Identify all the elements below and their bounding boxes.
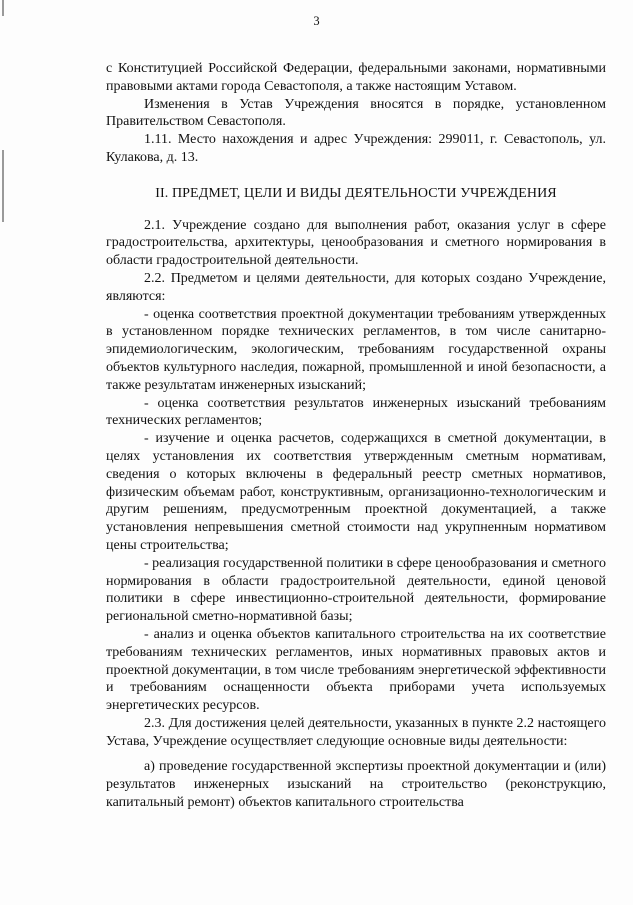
scan-edge-mark — [2, 150, 4, 222]
list-item: - реализация государственной политики в сфере ценообразования и сметного нормирования в области градостроительной деятельности, единой ценовой политики в сфере инвестиционно-строительной деятельности, формирование региональной сметно-нормативной базы; — [106, 555, 606, 625]
paragraph: 2.3. Для достижения целей деятельности, указанных в пункте 2.2 настоящего Устава, Учреждение осуществляет следующие основные виды деятельности: — [106, 715, 606, 749]
list-item: - анализ и оценка объектов капитального строительства на их соответствие требованиям технических регламентов, иных нормативных правовых актов и проектной документации, в том числе требованиям энергетической эффективности и требованиям оснащенности объекта приборами учета используемых энергетических ресурсов. — [106, 626, 606, 714]
document-body — [106, 60, 606, 812]
list-item: - изучение и оценка расчетов, содержащихся в сметной документации, в целях установления их соответствия утвержденным сметным нормативам, сведения о которых включены в федеральный реестр сметных нормативов, физическим объемам работ, конструктивным, организационно-технологическим и другим решениям, предусмотренным проектной документацией, а также установления непревышения сметной стоимости над укрупненным нормативом цены строительства; — [106, 431, 606, 553]
paragraph: с Конституцией Российской Федерации, федеральными законами, нормативными правовыми актами города Севастополя, а также настоящим Уставом. — [106, 61, 606, 94]
section-heading: II. ПРЕДМЕТ, ЦЕЛИ И ВИДЫ ДЕЯТЕЛЬНОСТИ УЧРЕЖДЕНИЯ — [155, 185, 557, 201]
paragraph: 2.2. Предметом и целями деятельности, для которых создано Учреждение, являются: — [106, 270, 606, 304]
list-item: - оценка соответствия проектной документации требованиям утвержденных в установленном порядке технических регламентов, в том числе санитарно-эпидемиологическим, экологическим, требованиям государственной охраны объектов культурного наследия, пожарной, промышленной и иной безопасности, а также результатам инженерных изысканий; — [106, 306, 606, 393]
paragraph: 2.1. Учреждение создано для выполнения работ, оказания услуг в сфере градостроительства, архитектуры, ценообразования и сметного нормирования в области градостроительной деятельности. — [106, 217, 606, 269]
paragraph: 1.11. Место нахождения и адрес Учреждения: 299011, г. Севастополь, ул. Кулакова, д. 13. — [106, 132, 606, 165]
paragraph: Изменения в Устав Учреждения вносятся в порядке, установленном Правительством Севастополя. — [106, 96, 606, 130]
list-item: а) проведение государственной экспертизы проектной документации и (или) результатов инженерных изысканий на строительство (реконструкцию, капитальный ремонт) объектов капитального строительства — [106, 759, 606, 811]
page-number: 3 — [313, 14, 320, 28]
list-item: - оценка соответствия результатов инженерных изысканий требованиям технических регламентов; — [106, 395, 606, 429]
